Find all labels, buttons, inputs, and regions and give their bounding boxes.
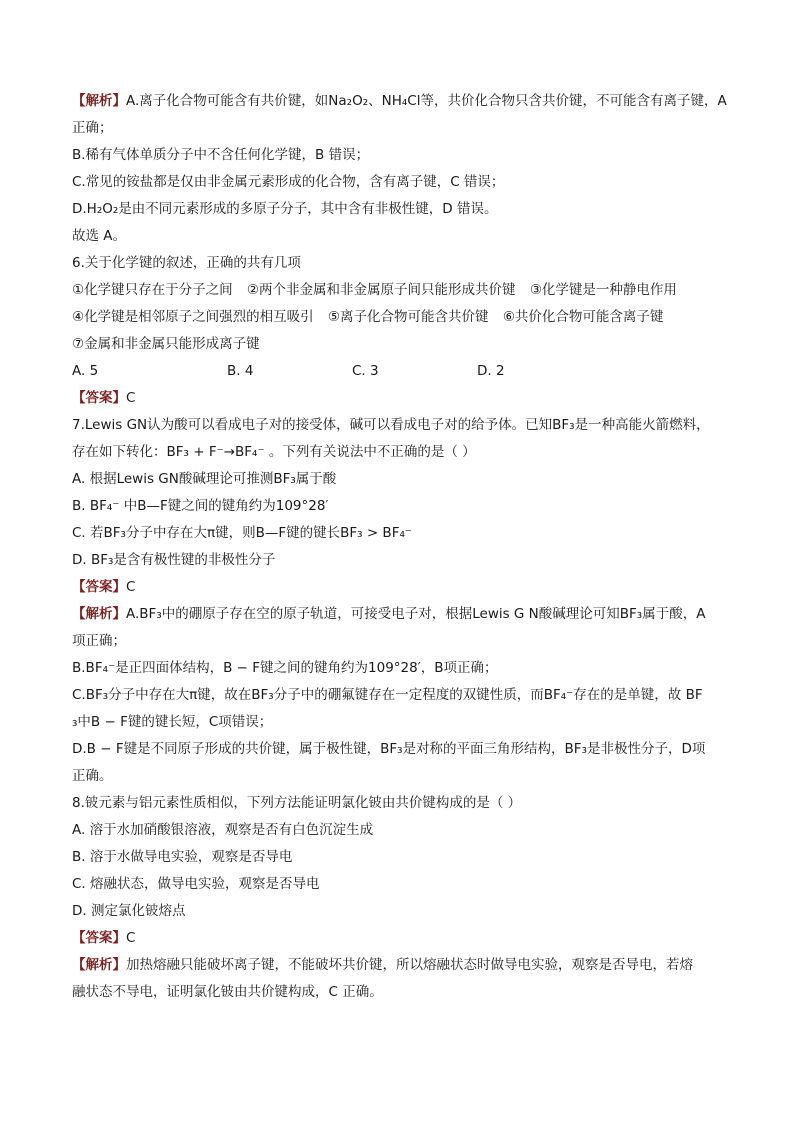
q6-option-d: D. 2 bbox=[477, 363, 505, 379]
q8-stem: 8.铍元素与铝元素性质相似，下列方法能证明氯化铍由共价键构成的是（ ） bbox=[72, 795, 522, 811]
answer-tag: 【答案】 bbox=[72, 930, 126, 946]
q6-option-b: B. 4 bbox=[227, 363, 254, 379]
q7-answer-value: C bbox=[126, 579, 136, 595]
q7-stem-line-1: 7.Lewis GN认为酸可以看成电子对的接受体，碱可以看成电子对的给予体。已知BF₃是一种高能火箭燃料， bbox=[72, 417, 710, 433]
q8-analysis-line-2: 融状态不导电，证明氯化铍由共价键构成，C 正确。 bbox=[72, 984, 383, 1000]
q8-option-a: A. 溶于水加硝酸银溶液，观察是否有白色沉淀生成 bbox=[72, 822, 374, 838]
q7-analysis-line-5: ₃中B − F键的键长短，C项错误； bbox=[72, 714, 273, 730]
q7-option-d: D. BF₃是含有极性键的非极性分子 bbox=[72, 552, 276, 568]
q7-analysis-line-3: B.BF₄⁻是正四面体结构，B − F键之间的键角约为109°28′，B项正确； bbox=[72, 660, 498, 676]
q6-answer-value: C bbox=[126, 390, 136, 406]
q6-statement-6: ⑥共价化合物可能含离子键 bbox=[502, 309, 664, 325]
q6-statement-4: ④化学键是相邻原子之间强烈的相互吸引 bbox=[72, 309, 314, 325]
q5-analysis-line-3: B.稀有气体单质分子中不含任何化学键，B 错误； bbox=[72, 147, 370, 163]
q6-stem: 6.关于化学键的叙述，正确的共有几项 bbox=[72, 255, 301, 271]
q6-statement-5: ⑤离子化合物可能含共价键 bbox=[327, 309, 489, 325]
q5-analysis-line-5: D.H₂O₂是由不同元素形成的多原子分子，其中含有非极性键，D 错误。 bbox=[72, 201, 498, 217]
analysis-tag: 【解析】 bbox=[72, 93, 126, 109]
q7-analysis-line-6: D.B − F键是不同原子形成的共价键，属于极性键，BF₃是对称的平面三角形结构，BF₃是非极性分子，D项 bbox=[72, 741, 706, 757]
q8-answer-value: C bbox=[126, 930, 136, 946]
q8-option-d: D. 测定氯化铍熔点 bbox=[72, 903, 186, 919]
q5-analysis-line-4: C.常见的铵盐都是仅由非金属元素形成的化合物，含有离子键，C 错误； bbox=[72, 174, 505, 190]
q7-analysis-line-4: C.BF₃分子中存在大π键，故在BF₃分子中的硼氟键存在一定程度的双键性质，而BF₄⁻存在的是单键，故 BF bbox=[72, 687, 703, 703]
q7-analysis-line-1 bbox=[72, 601, 732, 628]
q6-answer bbox=[72, 385, 732, 412]
q8-option-c: C. 熔融状态，做导电实验，观察是否导电 bbox=[72, 876, 320, 892]
q7-stem-line-2: 存在如下转化：BF₃ + F⁻→BF₄⁻ 。下列有关说法中不正确的是（ ） bbox=[72, 444, 476, 460]
q8-analysis-line-1 bbox=[72, 952, 732, 979]
q5-conclusion: 故选 A。 bbox=[72, 228, 127, 244]
q6-options bbox=[72, 358, 732, 385]
q6-statement-1: ①化学键只存在于分子之间 bbox=[72, 282, 233, 298]
q7-option-b: B. BF₄⁻ 中B—F键之间的键角约为109°28′ bbox=[72, 498, 329, 514]
answer-tag: 【答案】 bbox=[72, 390, 126, 406]
q6-statement-3: ③化学键是一种静电作用 bbox=[529, 282, 677, 298]
q8-option-b: B. 溶于水做导电实验，观察是否导电 bbox=[72, 849, 293, 865]
analysis-tag: 【解析】 bbox=[72, 957, 126, 973]
q6-statement-7: ⑦金属和非金属只能形成离子键 bbox=[72, 336, 260, 352]
answer-tag: 【答案】 bbox=[72, 579, 126, 595]
analysis-tag: 【解析】 bbox=[72, 606, 126, 622]
q6-option-a: A. 5 bbox=[72, 363, 99, 379]
q8-answer bbox=[72, 925, 732, 952]
q6-statement-2: ②两个非金属和非金属原子间只能形成共价键 bbox=[246, 282, 516, 298]
q6-statements-row-1 bbox=[72, 277, 732, 304]
document-page bbox=[72, 88, 732, 1006]
q5-analysis-line-2: 正确； bbox=[72, 120, 113, 136]
q6-statements-row-2 bbox=[72, 304, 732, 331]
q6-option-c: C. 3 bbox=[352, 363, 379, 379]
q7-analysis-line-2: 项正确； bbox=[72, 633, 126, 649]
q7-option-a: A. 根据Lewis GN酸碱理论可推测BF₃属于酸 bbox=[72, 471, 337, 487]
q7-option-c: C. 若BF₃分子中存在大π键，则B—F键的键长BF₃ > BF₄⁻ bbox=[72, 525, 412, 541]
q7-analysis-text: A.BF₃中的硼原子存在空的原子轨道，可接受电子对，根据Lewis G N酸碱理论可知BF₃属于酸，A bbox=[126, 606, 706, 622]
q5-analysis-line-1 bbox=[72, 88, 732, 115]
q7-analysis-line-7: 正确。 bbox=[72, 768, 113, 784]
q5-analysis-text: A.离子化合物可能含有共价键，如Na₂O₂、NH₄Cl等，共价化合物只含共价键，不可能含有离子键，A bbox=[126, 93, 727, 109]
q7-answer bbox=[72, 574, 732, 601]
q8-analysis-text: 加热熔融只能破坏离子键，不能破坏共价键，所以熔融状态时做导电实验，观察是否导电，若熔 bbox=[126, 957, 693, 973]
